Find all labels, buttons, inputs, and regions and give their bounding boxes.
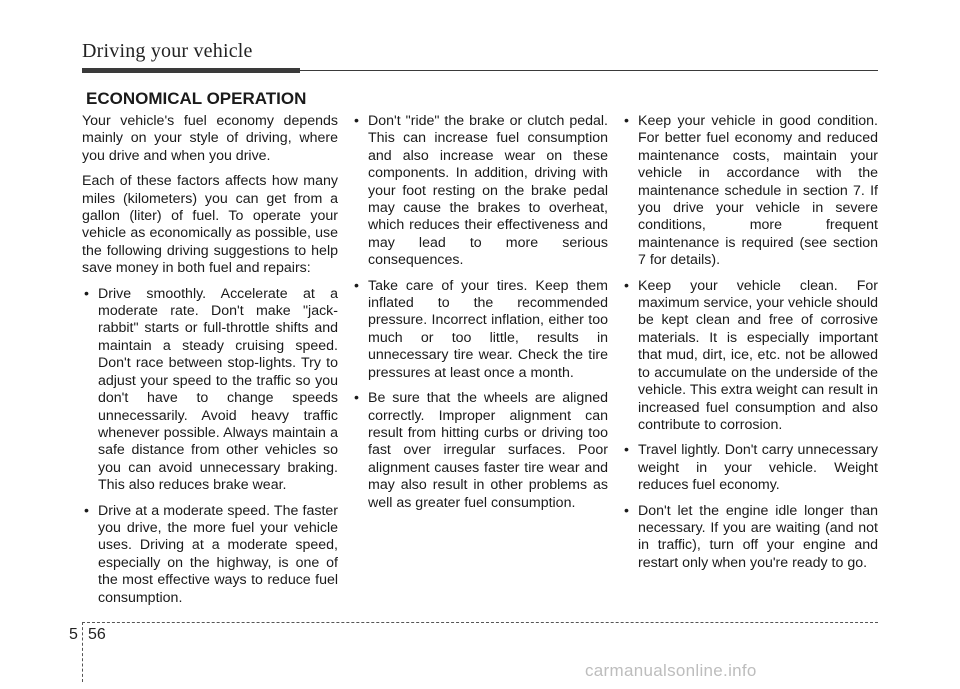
- list-item-text: Travel lightly. Don't carry unnecessary weight in your vehicle. Weight reduces fuel economy.: [638, 442, 878, 494]
- list-item: [352, 113, 608, 270]
- list-item-text: Drive at a moderate speed. The faster you drive, the more fuel your vehicle uses. Driving at a moderate speed, especially on the highway, is one of the most effective ways to reduce fuel consumption.: [98, 502, 338, 606]
- text-column-3: [622, 113, 878, 580]
- chapter-number: 5: [69, 626, 78, 643]
- bullet-icon: •: [354, 390, 359, 407]
- list-item-text: Be sure that the wheels are aligned correctly. Improper alignment can result from hitting curbs or driving too fast over irregular surfaces. Poor alignment causes faster tire wear and may also result in other problems as well as greater fuel consumption.: [368, 390, 608, 511]
- list-item-text: Keep your vehicle clean. For maximum service, your vehicle should be kept clean and free of corrosive materials. It is especially important that mud, dirt, ice, etc. not be allowed to accumulate on the underside of the vehicle. This extra weight can result in increased fuel consumption and also contribute to corrosion.: [638, 277, 878, 433]
- list-item-text: Drive smoothly. Accelerate at a moderate rate. Don't make "jack-rabbit" starts or full-throttle shifts and maintain a steady cruising speed. Don't race between stop-lights. Try to adjust your speed to the traffic so you don't have to change speeds unnecessarily. Avoid heavy traffic whenever possible. Always maintain a safe distance from other vehicles so you can avoid unnecessary braking. This also reduces brake wear.: [98, 285, 338, 494]
- text-column-1: [82, 113, 338, 615]
- list-item: [82, 503, 338, 607]
- list-item: [622, 278, 878, 435]
- list-item: [82, 286, 338, 495]
- tip-list: [622, 113, 878, 572]
- bullet-icon: •: [624, 442, 629, 459]
- list-item: [352, 278, 608, 382]
- text-column-2: [352, 113, 608, 520]
- paragraph: Your vehicle's fuel economy depends mainly on your style of driving, where you drive and when you drive.: [82, 113, 338, 164]
- running-header: Driving your vehicle: [82, 40, 253, 62]
- bullet-icon: •: [624, 502, 629, 519]
- bullet-icon: •: [624, 277, 629, 294]
- bullet-icon: •: [624, 113, 629, 129]
- header-rule-thick: [82, 68, 300, 73]
- bullet-icon: •: [354, 277, 359, 294]
- list-item: [622, 503, 878, 573]
- bullet-icon: •: [84, 502, 89, 519]
- paragraph: Each of these factors affects how many miles (kilometers) you can get from a gallon (liter) of fuel. To operate your vehicle as economically as possible, use the following driving suggestions to help save money in both fuel and repairs:: [82, 173, 338, 277]
- tip-list: [82, 286, 338, 607]
- page-number: 56: [88, 626, 106, 643]
- list-item-text: Take care of your tires. Keep them inflated to the recommended pressure. Incorrect inflation, either too much or too little, results in unnecessary tire wear. Check the tire pressures at least once a month.: [368, 277, 608, 381]
- bullet-icon: •: [84, 285, 89, 302]
- list-item-text: Don't let the engine idle longer than necessary. If you are waiting (and not in traffic), turn off your engine and restart only when you're ready to go.: [638, 502, 878, 571]
- list-item: [352, 390, 608, 512]
- footer-rule: [82, 622, 878, 623]
- section-heading: ECONOMICAL OPERATION: [82, 86, 342, 112]
- list-item: [622, 113, 878, 270]
- list-item-text: Don't "ride" the brake or clutch pedal. This can increase fuel consumption and also increase wear on these components. In addition, driving with your foot resting on the brake pedal may cause the brakes to overheat, which reduces their effectiveness and may lead to more serious consequences.: [368, 113, 608, 269]
- watermark: carmanualsonline.info: [585, 661, 757, 680]
- tip-list: [352, 113, 608, 512]
- bullet-icon: •: [354, 113, 359, 129]
- header-rule-thin: [300, 70, 878, 71]
- list-item: [622, 442, 878, 494]
- footer-divider: [82, 622, 83, 682]
- list-item-text: Keep your vehicle in good condition. For better fuel economy and reduced maintenance costs, maintain your vehicle in accordance with the maintenance schedule in section 7. If you drive your vehicle in severe conditions, more frequent maintenance is required (see section 7 for details).: [638, 113, 878, 269]
